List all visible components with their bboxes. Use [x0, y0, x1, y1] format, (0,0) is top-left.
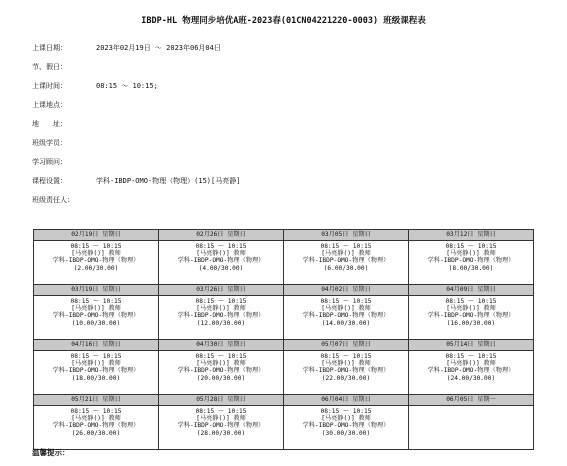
session-time: 08:15 ～ 10:15 [320, 298, 372, 305]
session-course: 学科-IBDP-OMO-物理（物理） [177, 367, 265, 375]
session-hours: (28.00/30.00) [196, 429, 246, 437]
schedule-header-row [34, 395, 534, 406]
session-date: 05月14日 星期日 [409, 340, 534, 351]
session-teacher: [马亮静()] 教师 [71, 360, 121, 368]
session-cell [159, 241, 284, 285]
session-hours: (20.00/30.00) [196, 374, 246, 382]
session-cell [409, 351, 534, 395]
session-hours: (2.00/30.00) [73, 264, 119, 272]
session-cell [34, 241, 159, 285]
session-teacher: [马亮静()] 教师 [321, 360, 371, 368]
info-label: 学习顾问： [32, 157, 67, 166]
session-time: 08:15 ～ 10:15 [195, 298, 247, 305]
session-hours: (30.00/30.00) [321, 429, 371, 437]
session-course: 学科-IBDP-OMO-物理（物理） [52, 367, 140, 375]
session-date: 06月05日 星期一 [409, 395, 534, 406]
session-course: 学科-IBDP-OMO-物理（物理） [302, 367, 390, 375]
info-label: 上课地点： [32, 100, 67, 109]
info-label: 节、假日： [32, 62, 67, 71]
schedule-body-row [34, 296, 534, 340]
session-course: 学科-IBDP-OMO-物理（物理） [427, 257, 515, 265]
session-date: 05月07日 星期日 [284, 340, 409, 351]
session-teacher: [马亮静()] 教师 [321, 250, 371, 258]
info-label: 班级学员： [32, 138, 67, 147]
session-time: 08:15 ～ 10:15 [445, 243, 497, 250]
session-course: 学科-IBDP-OMO-物理（物理） [52, 257, 140, 265]
session-teacher: [马亮静()] 教师 [196, 305, 246, 313]
session-hours: (12.00/30.00) [196, 319, 246, 327]
session-cell [409, 406, 534, 450]
session-teacher: [马亮静()] 教师 [321, 415, 371, 423]
session-time: 08:15 ～ 10:15 [70, 298, 122, 305]
session-teacher: [马亮静()] 教师 [446, 305, 496, 313]
session-teacher: [马亮静()] 教师 [71, 250, 121, 258]
info-row-course [32, 171, 552, 190]
session-cell [409, 296, 534, 340]
session-date: 05月28日 星期日 [159, 395, 284, 406]
session-date: 03月12日 星期日 [409, 230, 534, 241]
session-date: 05月21日 星期日 [34, 395, 159, 406]
session-course: 学科-IBDP-OMO-物理（物理） [302, 422, 390, 430]
session-course: 学科-IBDP-OMO-物理（物理） [427, 312, 515, 320]
schedule-header-row [34, 285, 534, 296]
session-course: 学科-IBDP-OMO-物理（物理） [177, 257, 265, 265]
info-row-address [32, 114, 552, 133]
session-teacher: [马亮静()] 教师 [71, 415, 121, 423]
session-hours: (26.00/30.00) [71, 429, 121, 437]
page-title: IBDP-HL 物理同步培优A班-2023春(01CN04221220-0003) 班级课程表 [141, 16, 426, 26]
session-teacher: [马亮静()] 教师 [446, 360, 496, 368]
info-value: 2023年02月19日 ～ 2023年06月04日 [96, 43, 221, 52]
info-row-time [32, 76, 552, 95]
session-date: 04月02日 星期日 [284, 285, 409, 296]
session-date: 02月26日 星期日 [159, 230, 284, 241]
info-label: 地 址： [32, 119, 67, 128]
session-hours: (22.00/30.00) [321, 374, 371, 382]
session-cell [34, 351, 159, 395]
session-course: 学科-IBDP-OMO-物理（物理） [52, 422, 140, 430]
info-row-advisor [32, 152, 552, 171]
info-row-location [32, 95, 552, 114]
session-teacher: [马亮静()] 教师 [196, 360, 246, 368]
session-date: 06月04日 星期日 [284, 395, 409, 406]
session-date: 03月19日 星期日 [34, 285, 159, 296]
schedule-header-row [34, 340, 534, 351]
session-cell [284, 406, 409, 450]
info-label: 上课时间： [32, 81, 67, 90]
info-row-manager [32, 190, 552, 209]
session-time: 08:15 ～ 10:15 [445, 298, 497, 305]
session-teacher: [马亮静()] 教师 [446, 250, 496, 258]
session-time: 08:15 ～ 10:15 [70, 353, 122, 360]
session-time: 08:15 ～ 10:15 [445, 353, 497, 360]
session-hours: (14.00/30.00) [321, 319, 371, 327]
schedule-body-row [34, 406, 534, 450]
session-cell [409, 241, 534, 285]
session-time: 08:15 ～ 10:15 [320, 243, 372, 250]
session-course: 学科-IBDP-OMO-物理（物理） [52, 312, 140, 320]
schedule-body-row [34, 351, 534, 395]
session-hours: (18.00/30.00) [71, 374, 121, 382]
session-date: 02月19日 星期日 [34, 230, 159, 241]
session-cell [34, 296, 159, 340]
session-course: 学科-IBDP-OMO-物理（物理） [302, 312, 390, 320]
session-cell [284, 296, 409, 340]
session-teacher: [马亮静()] 教师 [196, 250, 246, 258]
session-time: 08:15 ～ 10:15 [70, 243, 122, 250]
session-hours: (8.00/30.00) [448, 264, 494, 272]
schedule-table [33, 229, 534, 450]
info-value: 学科-IBDP-OMO-物理（物理）(15)[马亮静] [96, 176, 241, 185]
session-hours: (4.00/30.00) [198, 264, 244, 272]
info-row-holidays [32, 57, 552, 76]
session-hours: (6.00/30.00) [323, 264, 369, 272]
session-cell [159, 406, 284, 450]
info-label: 上课日期： [32, 43, 67, 52]
info-row-students [32, 133, 552, 152]
session-cell [159, 296, 284, 340]
session-date: 04月30日 星期日 [159, 340, 284, 351]
session-time: 08:15 ～ 10:15 [320, 408, 372, 415]
session-date: 04月16日 星期日 [34, 340, 159, 351]
session-date: 03月26日 星期日 [159, 285, 284, 296]
session-teacher: [马亮静()] 教师 [321, 305, 371, 313]
session-course: 学科-IBDP-OMO-物理（物理） [177, 312, 265, 320]
session-date: 03月05日 星期日 [284, 230, 409, 241]
session-cell [34, 406, 159, 450]
session-time: 08:15 ～ 10:15 [70, 408, 122, 415]
session-cell [159, 351, 284, 395]
session-hours: (24.00/30.00) [446, 374, 496, 382]
session-course: 学科-IBDP-OMO-物理（物理） [177, 422, 265, 430]
session-date: 04月09日 星期日 [409, 285, 534, 296]
tip-label: 温馨提示： [32, 448, 70, 457]
session-hours: (10.00/30.00) [71, 319, 121, 327]
schedule-header-row [34, 230, 534, 241]
info-label: 课程设置： [32, 176, 67, 185]
session-teacher: [马亮静()] 教师 [71, 305, 121, 313]
session-time: 08:15 ～ 10:15 [195, 243, 247, 250]
class-info [32, 38, 552, 209]
session-course: 学科-IBDP-OMO-物理（物理） [427, 367, 515, 375]
info-value: 08:15 ～ 10:15; [96, 81, 158, 90]
session-time: 08:15 ～ 10:15 [320, 353, 372, 360]
session-time: 08:15 ～ 10:15 [195, 353, 247, 360]
session-cell [284, 241, 409, 285]
session-course: 学科-IBDP-OMO-物理（物理） [302, 257, 390, 265]
session-teacher: [马亮静()] 教师 [196, 415, 246, 423]
session-hours: (16.00/30.00) [446, 319, 496, 327]
info-label: 班级责任人： [32, 195, 74, 204]
info-row-dates [32, 38, 552, 57]
schedule-body-row [34, 241, 534, 285]
session-cell [284, 351, 409, 395]
session-time: 08:15 ～ 10:15 [195, 408, 247, 415]
